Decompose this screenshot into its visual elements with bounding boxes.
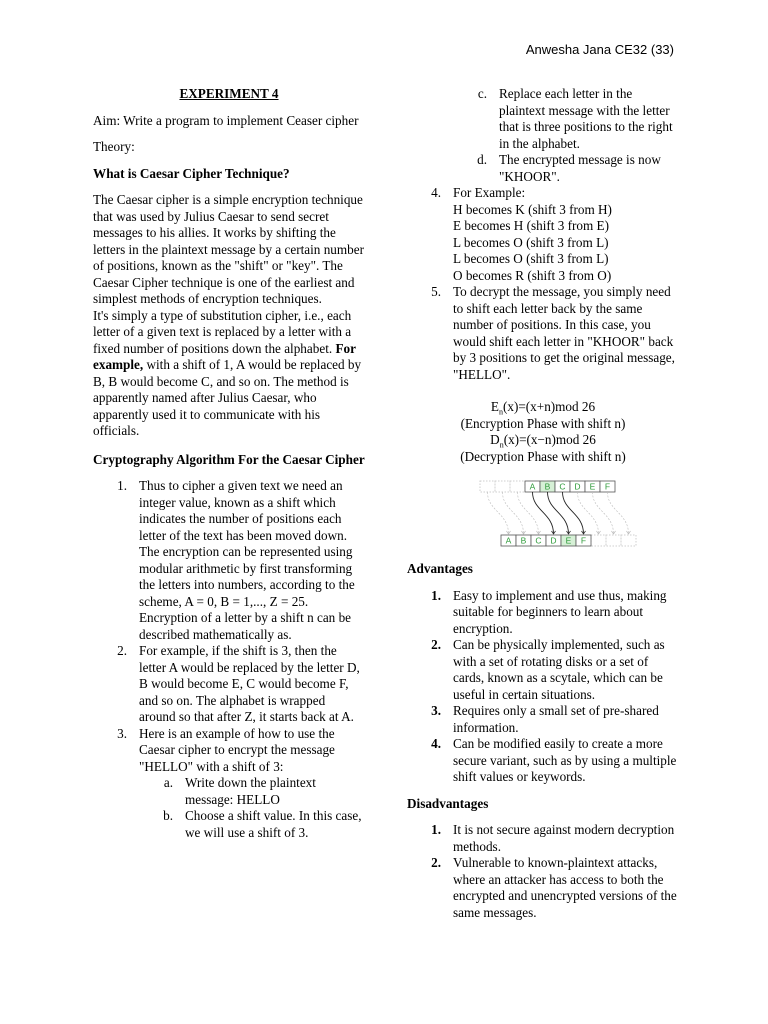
diagram-letter: D bbox=[574, 481, 581, 492]
example-intro: For Example: bbox=[453, 185, 526, 200]
list-marker: 2. bbox=[431, 855, 441, 870]
list-item bbox=[407, 736, 679, 786]
encryption-label: (Encryption Phase with shift n) bbox=[460, 415, 626, 431]
formula-block bbox=[407, 399, 679, 465]
diagram-letter: D bbox=[550, 535, 557, 546]
paragraph-text: It's simply a type of substitution cipher, i.e., each letter of a given text is replaced by a letter with a fixed number of positions down the alphabet. bbox=[93, 307, 352, 356]
list-item-text: Replace each letter in the plaintext message with the letter that is three positions to the right in the alphabet. bbox=[499, 86, 673, 151]
diagram-placeholder-cell bbox=[495, 481, 510, 492]
list-item bbox=[93, 643, 365, 726]
list-item bbox=[139, 775, 365, 808]
formula-subscript: n bbox=[499, 440, 504, 450]
right-column bbox=[407, 86, 679, 921]
list-item bbox=[453, 152, 679, 185]
sub-steps bbox=[139, 775, 365, 841]
decryption-formula bbox=[407, 432, 679, 449]
diagram-arrow bbox=[578, 492, 599, 534]
experiment-title: EXPERIMENT 4 bbox=[179, 86, 279, 101]
diagram-placeholder-cell bbox=[591, 535, 606, 546]
disadvantages-list bbox=[407, 822, 679, 921]
example-line: E becomes H (shift 3 from E) bbox=[453, 218, 610, 233]
advantages-heading: Advantages bbox=[407, 561, 473, 576]
author-header: Anwesha Jana CE32 (33) bbox=[525, 42, 674, 57]
list-marker: 5. bbox=[431, 284, 441, 299]
list-marker: b. bbox=[163, 808, 173, 823]
list-item bbox=[93, 726, 365, 842]
theory-label: Theory: bbox=[93, 139, 135, 154]
shift-diagram bbox=[479, 479, 647, 549]
list-item-text: Can be modified easily to create a more secure variant, such as by using a multiple shift values or keywords. bbox=[453, 736, 677, 784]
diagram-letter: E bbox=[565, 535, 572, 546]
diagram-bottom-row bbox=[501, 535, 636, 546]
list-marker: 4. bbox=[431, 736, 441, 751]
list-marker: d. bbox=[477, 152, 487, 167]
list-item-text: The encrypted message is now "KHOOR". bbox=[499, 152, 661, 184]
list-item-text: It is not secure against modern decryption methods. bbox=[453, 822, 675, 854]
list-marker: 4. bbox=[431, 185, 441, 200]
diagram-letter: C bbox=[535, 535, 542, 546]
list-item bbox=[407, 855, 679, 921]
decryption-label: (Decryption Phase with shift n) bbox=[460, 448, 626, 464]
diagram-arrow bbox=[488, 492, 509, 534]
list-item bbox=[407, 588, 679, 638]
diagram-letter: A bbox=[529, 481, 536, 492]
paragraph-text: with a shift of 1, A would be replaced by B, B would become C, and so on. The method is apparently named after Julius Caesar, who apparently used it to communicate with his officials. bbox=[93, 357, 362, 438]
diagram-placeholder-cell bbox=[606, 535, 621, 546]
paragraph-bold-text: For example, bbox=[93, 340, 356, 372]
advantages-list bbox=[407, 588, 679, 786]
left-column bbox=[93, 86, 365, 841]
list-item-text: Choose a shift value. In this case, we will use a shift of 3. bbox=[185, 808, 362, 840]
diagram-letter: A bbox=[505, 535, 512, 546]
caesar-paragraph-1: The Caesar cipher is a simple encryption technique that was used by Julius Caesar to send secret messages to his allies. It works by shifting the letters in the plaintext message by a certain number of positions, known as the "shift" or "key". The Caesar Cipher technique is one of the earliest and simplest methods of encryption techniques. bbox=[93, 192, 364, 306]
formula-symbol: D bbox=[490, 432, 500, 447]
list-marker: 2. bbox=[431, 637, 441, 652]
formula-expression: (x)=(x−n)mod 26 bbox=[503, 432, 596, 447]
diagram-arrow bbox=[563, 492, 584, 534]
disadvantages-heading: Disadvantages bbox=[407, 795, 489, 811]
list-item-text: Thus to cipher a given text we need an integer value, known as a shift which indicates the number of positions each letter of the text has been moved down. The encryption can be represented using modular arithmetic by first transforming the letters into numbers, according to the scheme, A = 0, B = 1,..., Z = 25. Encryption of a letter by a shift n can be described mathematically as. bbox=[139, 478, 355, 642]
diagram-arrow bbox=[593, 492, 614, 534]
list-marker: 3. bbox=[431, 703, 441, 718]
list-item-text: Easy to implement and use thus, making suitable for beginners to learn about encryption. bbox=[453, 587, 667, 636]
list-item bbox=[93, 478, 365, 643]
list-item bbox=[139, 808, 365, 841]
formula-expression: (x)=(x+n)mod 26 bbox=[502, 399, 596, 414]
list-marker: 1. bbox=[431, 822, 441, 837]
example-line: L becomes O (shift 3 from L) bbox=[453, 251, 609, 266]
diagram-arrow bbox=[548, 492, 569, 534]
diagram-letter: E bbox=[589, 481, 596, 492]
diagram-letter: B bbox=[544, 481, 551, 492]
diagram-arrow bbox=[533, 492, 554, 534]
example-line: O becomes R (shift 3 from O) bbox=[453, 267, 612, 283]
encryption-formula bbox=[407, 399, 679, 416]
diagram-top-row bbox=[480, 481, 615, 492]
list-item bbox=[407, 703, 679, 736]
list-item bbox=[407, 822, 679, 855]
list-marker: 3. bbox=[117, 725, 127, 741]
example-line: L becomes O (shift 3 from L) bbox=[453, 234, 609, 250]
list-item bbox=[407, 637, 679, 703]
list-item-text: Vulnerable to known-plaintext attacks, where an attacker has access to both the encrypted and unencrypted versions of the same messages. bbox=[453, 855, 677, 920]
list-item bbox=[407, 185, 679, 284]
list-marker: c. bbox=[477, 86, 487, 101]
algorithm-heading: Cryptography Algorithm For the Caesar Cipher bbox=[93, 451, 365, 467]
aim-text: Aim: Write a program to implement Ceaser cipher bbox=[93, 112, 359, 128]
list-marker: 1. bbox=[117, 478, 127, 493]
sub-steps-continued bbox=[453, 86, 679, 185]
list-item-text: To decrypt the message, you simply need to shift each letter back by the same number of positions. In this case, you would shift each letter in "KHOOR" back by 3 positions to get the original message, "HELLO". bbox=[453, 284, 675, 382]
formula-symbol: E bbox=[490, 399, 499, 414]
diagram-letter: F bbox=[580, 535, 587, 546]
algorithm-steps bbox=[93, 478, 365, 841]
formula-subscript: n bbox=[498, 407, 503, 417]
list-item-text: Can be physically implemented, such as with a set of rotating disks or a set of cards, known as a scytale, which can be useful in certain situations. bbox=[453, 637, 665, 702]
diagram-arrow bbox=[518, 492, 539, 534]
diagram-letter: F bbox=[604, 481, 611, 492]
list-item-text: Write down the plaintext message: HELLO bbox=[185, 775, 316, 807]
example-line: H becomes K (shift 3 from H) bbox=[453, 201, 612, 217]
diagram-placeholder-cell bbox=[621, 535, 636, 546]
list-item bbox=[407, 284, 679, 383]
list-item-text: Requires only a small set of pre-shared information. bbox=[453, 703, 659, 735]
list-item-text: For example, if the shift is 3, then the letter A would be replaced by the letter D, B would become E, C would become F, and so on. The alphabet is wrapped around so that after Z, it starts back at A. bbox=[139, 643, 360, 724]
diagram-letter: C bbox=[559, 481, 566, 492]
algorithm-steps-continued bbox=[407, 185, 679, 383]
diagram-arrow bbox=[503, 492, 524, 534]
list-marker: 2. bbox=[117, 643, 127, 658]
list-marker: a. bbox=[163, 775, 173, 790]
diagram-placeholder-cell bbox=[510, 481, 525, 492]
diagram-placeholder-cell bbox=[480, 481, 495, 492]
list-marker: 1. bbox=[431, 587, 441, 603]
caesar-paragraph-2 bbox=[93, 308, 365, 440]
diagram-arrow bbox=[608, 492, 629, 534]
caesar-heading: What is Caesar Cipher Technique? bbox=[93, 165, 290, 181]
list-item-text: Here is an example of how to use the Caesar cipher to encrypt the message "HELLO" with a shift of 3: bbox=[139, 725, 335, 774]
list-item bbox=[453, 86, 679, 152]
diagram-arrows bbox=[488, 492, 631, 534]
diagram-letter: B bbox=[520, 535, 527, 546]
